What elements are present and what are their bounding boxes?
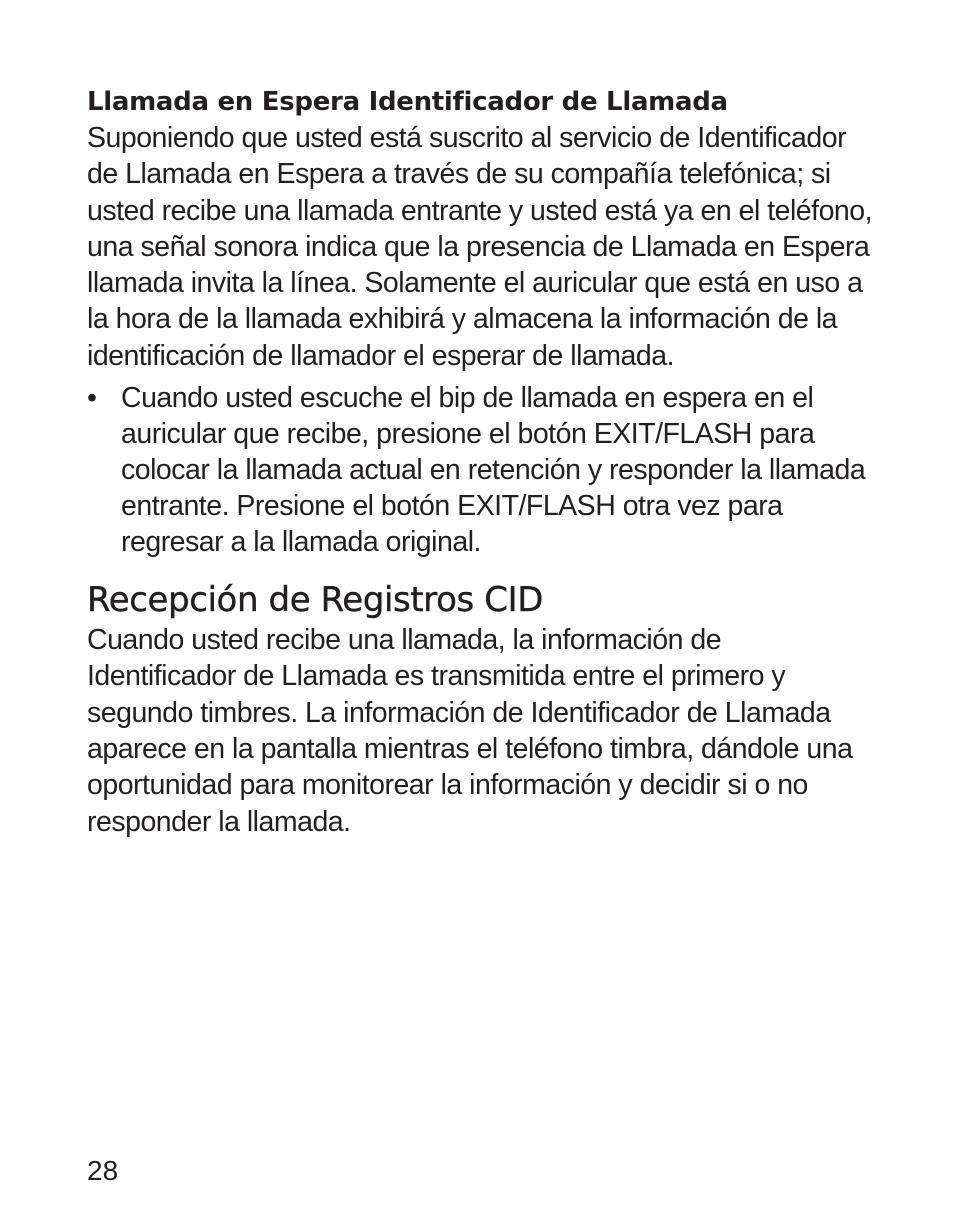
call-waiting-paragraph: Suponiendo que usted está suscrito al servicio de Identificador de Llamada en Espera a través de su compañía telefónica; si usted recibe una llamada entrante y usted está ya en el teléfono, una señal sonora indica que la presencia de Llamada en Espera llamada invita la línea. Solamente el auricular que está en uso a la hora de la llamada exhibirá y almacena la información de la identificación de llamador el esperar de llamada.	[87, 122, 873, 372]
cid-records-paragraph: Cuando usted recibe una llamada, la información de Identificador de Llamada es transmitida entre el primero y segundo timbres. La información de Identificador de Llamada aparece en la pantalla mientras el teléfono timbra, dándole una oportunidad para monitorear la información y decidir si o no responder la llamada.	[87, 624, 853, 838]
page-number: 28	[87, 1155, 119, 1186]
list-item	[87, 380, 877, 560]
section-heading-cid-records: Recepción de Registros CID	[87, 580, 544, 621]
bullet-text: Cuando usted escuche el bip de llamada en espera en el auricular que recibe, presione el botón EXIT/FLASH para colocar la llamada actual en retención y responder la llamada entrante. Presione el botón EXIT/FLASH otra vez para regresar a la llamada original.	[121, 382, 866, 559]
section-subheading-call-waiting: Llamada en Espera Identificador de Llamada	[87, 87, 728, 117]
bullet-icon: •	[87, 382, 97, 415]
page-content	[87, 84, 877, 840]
bullet-list	[87, 380, 877, 560]
